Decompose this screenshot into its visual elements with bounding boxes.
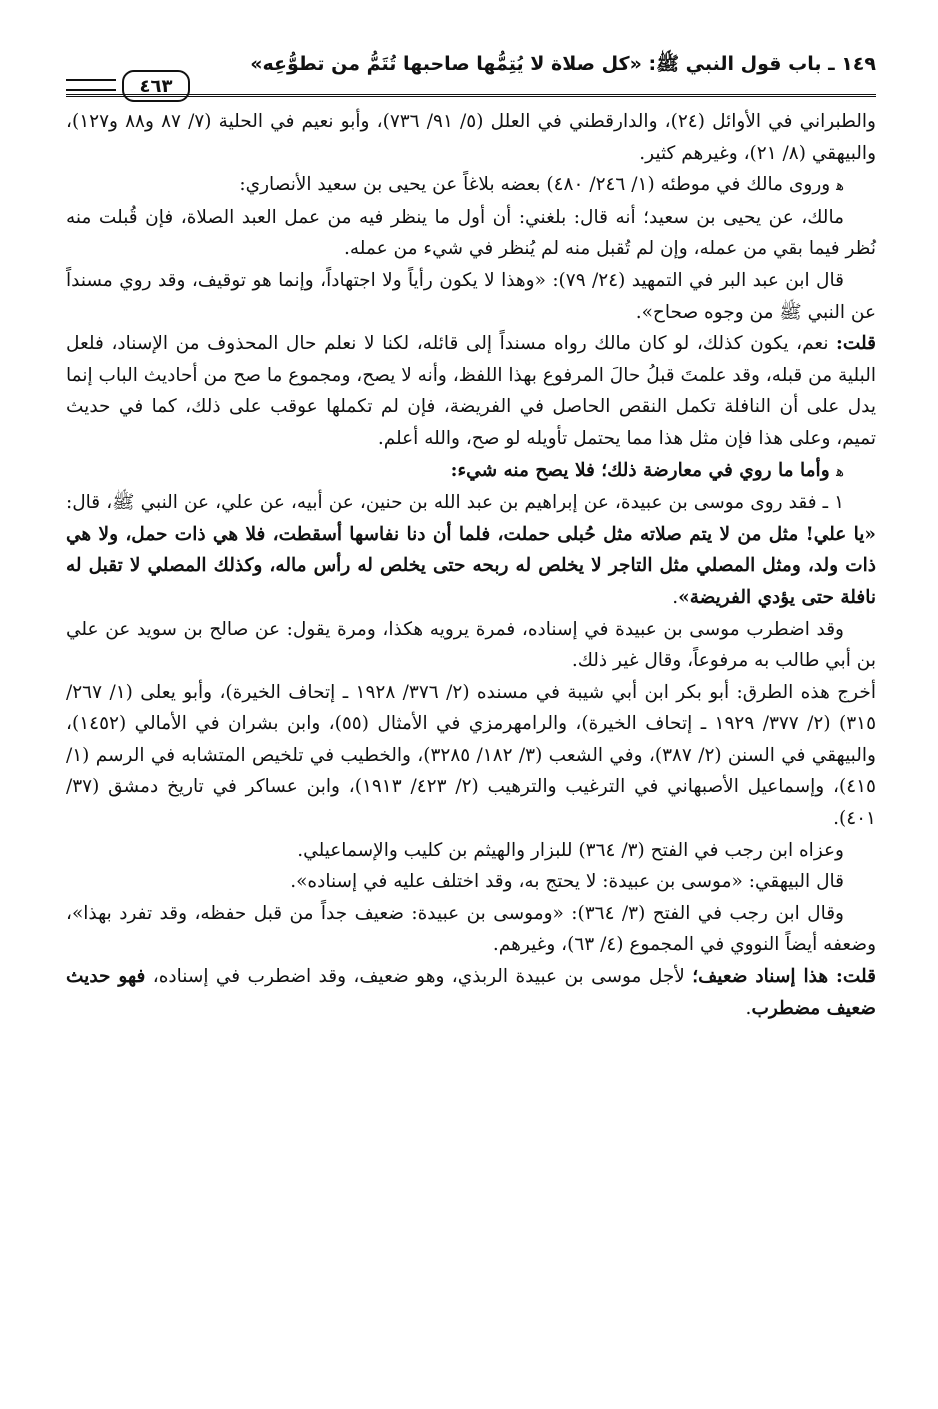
- header-ornament-lines: [66, 79, 116, 91]
- text-segment: وعزاه ابن رجب في الفتح (٣/ ٣٦٤) للبزار والهيثم بن كليب والإسماعيلي.: [297, 839, 844, 861]
- paragraph-7: [66, 487, 876, 613]
- paragraph-10: [66, 835, 876, 867]
- paragraph-4: [66, 265, 876, 328]
- text-segment: مالك، عن يحيى بن سعيد؛ أنه قال: بلغني: أن أول ما ينظر فيه من عمل العبد الصلاة، فإن قُبلت منه نُظر فيما بقي من عمله، وإن لم تُقبل منه لم يُنظر في شيء من عمله.: [66, 206, 876, 260]
- paragraph-12: [66, 898, 876, 961]
- text-segment: وروى مالك في موطئه (١/ ٢٤٦/ ٤٨٠) بعضه بلاغاً عن يحيى بن سعيد الأنصاري:: [239, 174, 837, 196]
- text-segment: قال ابن عبد البر في التمهيد (٢٤/ ٧٩): «وهذا لا يكون رأياً ولا اجتهاداً، وإنما هو توقيف، وقد روي مسنداً عن النبي ﷺ من وجوه صحاح».: [66, 269, 876, 323]
- paragraph-3: [66, 202, 876, 265]
- text-segment: .: [672, 586, 679, 608]
- bold-text: قلت: هذا إسناد ضعيف؛: [692, 966, 876, 988]
- bold-text: وأما ما روي في معارضة ذلك؛ فلا يصح منه شيء:: [450, 459, 837, 481]
- paragraph-marker-icon: ﻫ: [836, 176, 844, 195]
- bold-text: قلت:: [836, 333, 876, 355]
- bold-text: «يا علي! مثل من لا يتم صلاته مثل حُبلى حملت، فلما أن دنا نفاسها أسقطت، فلا هي ذات حمل، ولا هي ذات ولد، ومثل المصلي مثل التاجر لا يخلص له ربحه حتى يخلص له رأس ماله، وكذلك المصلي لا تقبل له نافلة حتى يؤدي الفريضة»: [66, 523, 876, 608]
- paragraph-5: [66, 328, 876, 454]
- page-content: [66, 106, 876, 1024]
- paragraph-11: [66, 866, 876, 898]
- page-header: [66, 48, 876, 106]
- paragraph-1: [66, 106, 876, 169]
- paragraph-marker-icon: ﻫ: [836, 461, 844, 480]
- text-segment: أخرج هذه الطرق: أبو بكر ابن أبي شيبة في مسنده (٢/ ٣٧٦/ ١٩٢٨ ـ إتحاف الخيرة)، وأبو يعلى (١/ ٢٦٧/ ٣١٥) (٢/ ٣٧٧/ ١٩٢٩ ـ إتحاف الخيرة)، والرامهرمزي في الأمثال (٥٥)، وابن بشران في الأمالي (١٤٥٢)، والبيهقي في السنن (٢/ ٣٨٧)، وفي الشعب (٣/ ١٨٢/ ٣٢٨٥)، والخطيب في تلخيص المتشابه في الرسم (١/ ٤١٥)، وإسماعيل الأصبهاني في الترغيب والترهيب (٢/ ٤٢٣/ ١٩١٣)، وابن عساكر في تاريخ دمشق (٣٧/ ٤٠١).: [66, 681, 877, 830]
- paragraph-9: [66, 677, 876, 835]
- paragraph-13: [66, 961, 876, 1024]
- text-segment: .: [745, 997, 752, 1019]
- text-segment: قال البيهقي: «موسى بن عبيدة: لا يحتج به، وقد اختلف عليه في إسناده».: [290, 871, 844, 893]
- text-segment: نعم، يكون كذلك، لو كان مالك رواه مسنداً إلى قائله، لكنا لا نعلم حال المحذوف من الإسناد، فلعل البلية من قبله، وقد علمتَ قبلُ حالَ المرفوع بهذا اللفظ، وأنه لا يصح، ومجموع ما صح من أحاديث الباب إنما يدل على أن النافلة تكمل النقص الحاصل في الفريضة، فإن لم تكملها عوقب على ذلك، كما في حديث تميم، وعلى هذا فإن مثل هذا مما يحتمل تأويله لو صح، والله أعلم.: [66, 333, 876, 449]
- text-segment: وقد اضطرب موسى بن عبيدة في إسناده، فمرة يرويه هكذا، ومرة يقول: عن صالح بن سويد عن علي بن أبي طالب به مرفوعاً، وقال غير ذلك.: [66, 618, 876, 672]
- paragraph-8: [66, 614, 876, 677]
- header-rule: [66, 94, 876, 97]
- page-number: ٤٦٣: [122, 70, 190, 102]
- chapter-title: ١٤٩ ـ باب قول النبي ﷺ: «كل صلاة لا يُتِمُّها صاحبها تُتَمُّ من تطوُّعِه»: [250, 53, 876, 75]
- text-segment: والطبراني في الأوائل (٢٤)، والدارقطني في العلل (٥/ ٩١/ ٧٣٦)، وأبو نعيم في الحلية (٧/ ٨٧ و٨٨ و١٢٧)، والبيهقي (٨/ ٢١)، وغيرهم كثير.: [66, 111, 876, 164]
- text-segment: وقال ابن رجب في الفتح (٣/ ٣٦٤): «وموسى بن عبيدة: ضعيف جداً من قبل حفظه، وقد تفرد بهذا»، وضعفه أيضاً النووي في المجموع (٤/ ٦٣)، وغيرهم.: [66, 902, 876, 956]
- paragraph-6: [66, 455, 876, 488]
- bold-text: فهو حديث ضعيف مضطرب: [66, 966, 876, 1019]
- text-segment: ١ ـ فقد روى موسى بن عبيدة، عن إبراهيم بن عبد الله بن حنين، عن أبيه، عن علي، عن النبي ﷺ، قال:: [66, 492, 844, 514]
- text-segment: لأجل موسى بن عبيدة الربذي، وهو ضعيف، وقد اضطرب في إسناده،: [145, 966, 693, 988]
- paragraph-2: [66, 169, 876, 202]
